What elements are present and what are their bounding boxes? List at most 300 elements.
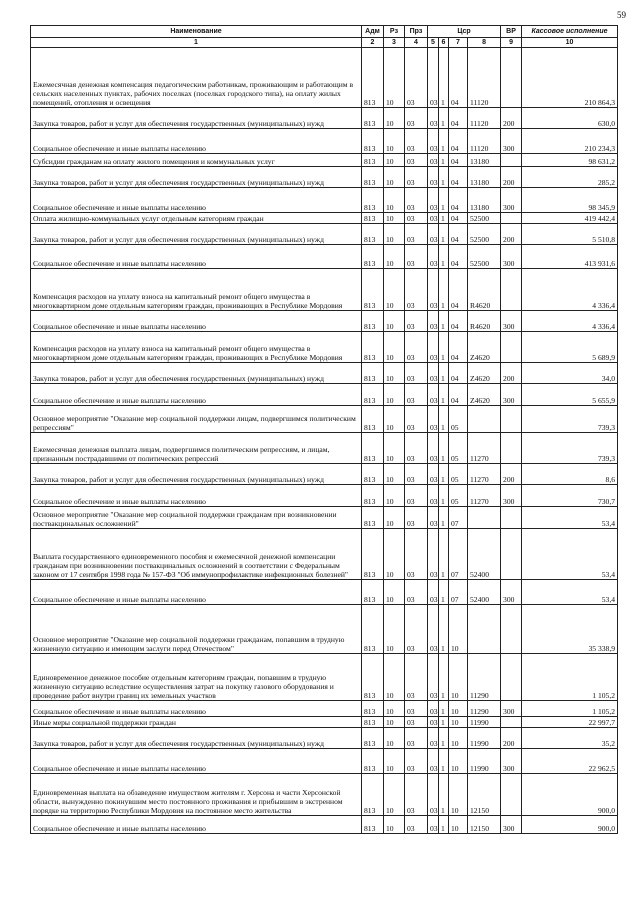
row-csr-direction: 11270 xyxy=(468,464,501,485)
row-prz: 03 xyxy=(405,605,428,654)
row-prz: 03 xyxy=(405,485,428,507)
row-csr-subprogram: 1 xyxy=(439,529,449,580)
row-prz: 03 xyxy=(405,384,428,406)
row-csr-event: 10 xyxy=(449,717,468,728)
row-name: Компенсация расходов на уплату взноса на капитальный ремонт общего имущества в многоквартирном доме отдельным категориям граждан, проживающих в Республике Мордовия xyxy=(31,269,362,311)
row-csr-subprogram: 1 xyxy=(439,580,449,605)
row-vr: 300 xyxy=(501,485,522,507)
row-csr-program: 03 xyxy=(428,224,439,245)
row-csr-direction: 13180 xyxy=(468,154,501,167)
row-csr-direction: 52400 xyxy=(468,580,501,605)
row-csr-program: 03 xyxy=(428,580,439,605)
row-rz: 10 xyxy=(384,464,405,485)
page-number: 59 xyxy=(617,10,626,20)
row-name: Единовременная выплата на обзаведение имуществом жителям г. Херсона и части Херсонской области, вынужденно покинувшим место постоянного проживания и прибывшим в экстренном порядке на территорию Республики Мордовия на постоянное место жительства xyxy=(31,774,362,816)
column-number: 7 xyxy=(449,38,468,48)
row-adm: 813 xyxy=(362,717,384,728)
row-name: Ежемесячная денежная компенсация педагогическим работникам, проживающим и работающим в сельских населенных пунктах, рабочих поселках (поселках городского типа), на оплату жилых помещений, отопления и освещения xyxy=(31,48,362,108)
row-amount: 4 336,4 xyxy=(522,311,618,332)
row-vr xyxy=(501,529,522,580)
row-prz: 03 xyxy=(405,48,428,108)
row-prz: 03 xyxy=(405,154,428,167)
row-csr-event: 04 xyxy=(449,311,468,332)
row-csr-event: 04 xyxy=(449,269,468,311)
row-adm: 813 xyxy=(362,433,384,464)
column-number: 3 xyxy=(384,38,405,48)
row-csr-subprogram: 1 xyxy=(439,108,449,129)
row-vr: 300 xyxy=(501,311,522,332)
column-number: 5 xyxy=(428,38,439,48)
row-csr-program: 03 xyxy=(428,485,439,507)
row-name: Социальное обеспечение и иные выплаты населению xyxy=(31,311,362,332)
header-name: Наименование xyxy=(31,26,362,38)
table-row xyxy=(31,749,618,774)
row-csr-subprogram: 1 xyxy=(439,154,449,167)
row-csr-event: 04 xyxy=(449,48,468,108)
table-row xyxy=(31,605,618,654)
row-prz: 03 xyxy=(405,816,428,834)
table-row xyxy=(31,129,618,154)
row-csr-event: 07 xyxy=(449,529,468,580)
row-vr xyxy=(501,605,522,654)
row-adm: 813 xyxy=(362,529,384,580)
row-rz: 10 xyxy=(384,701,405,717)
row-csr-event: 04 xyxy=(449,363,468,384)
row-adm: 813 xyxy=(362,406,384,433)
row-prz: 03 xyxy=(405,129,428,154)
row-amount: 630,0 xyxy=(522,108,618,129)
row-csr-subprogram: 1 xyxy=(439,701,449,717)
row-amount: 98 345,9 xyxy=(522,188,618,213)
row-adm: 813 xyxy=(362,311,384,332)
row-adm: 813 xyxy=(362,213,384,224)
row-vr: 300 xyxy=(501,245,522,269)
row-csr-event: 04 xyxy=(449,188,468,213)
row-csr-subprogram: 1 xyxy=(439,213,449,224)
row-vr: 300 xyxy=(501,129,522,154)
row-csr-subprogram: 1 xyxy=(439,269,449,311)
row-csr-direction xyxy=(468,406,501,433)
row-vr: 300 xyxy=(501,816,522,834)
row-name: Социальное обеспечение и иные выплаты населению xyxy=(31,485,362,507)
row-amount: 739,3 xyxy=(522,406,618,433)
row-csr-program: 03 xyxy=(428,701,439,717)
row-amount: 210 234,3 xyxy=(522,129,618,154)
row-rz: 10 xyxy=(384,363,405,384)
column-number: 10 xyxy=(522,38,618,48)
table-row xyxy=(31,167,618,188)
row-prz: 03 xyxy=(405,728,428,749)
row-adm: 813 xyxy=(362,224,384,245)
row-adm: 813 xyxy=(362,464,384,485)
budget-table xyxy=(30,25,618,834)
row-csr-direction: 11290 xyxy=(468,701,501,717)
row-prz: 03 xyxy=(405,363,428,384)
row-csr-program: 03 xyxy=(428,774,439,816)
row-csr-program: 03 xyxy=(428,363,439,384)
row-vr xyxy=(501,406,522,433)
row-csr-subprogram: 1 xyxy=(439,464,449,485)
row-name: Закупка товаров, работ и услуг для обеспечения государственных (муниципальных) нужд xyxy=(31,464,362,485)
row-csr-program: 03 xyxy=(428,332,439,363)
column-number: 4 xyxy=(405,38,428,48)
row-csr-program: 03 xyxy=(428,245,439,269)
table-row xyxy=(31,363,618,384)
table-row xyxy=(31,507,618,529)
row-amount: 35 338,9 xyxy=(522,605,618,654)
row-csr-event: 10 xyxy=(449,701,468,717)
row-adm: 813 xyxy=(362,774,384,816)
row-adm: 813 xyxy=(362,245,384,269)
row-csr-direction: 13180 xyxy=(468,167,501,188)
header-adm: Адм xyxy=(362,26,384,38)
table-row xyxy=(31,154,618,167)
row-csr-program: 03 xyxy=(428,728,439,749)
row-csr-direction: 12150 xyxy=(468,816,501,834)
row-csr-event: 07 xyxy=(449,507,468,529)
row-name: Основное мероприятие "Оказание мер социальной поддержки гражданам при возникновении поствакцинальных осложнений" xyxy=(31,507,362,529)
row-csr-event: 10 xyxy=(449,605,468,654)
table-row xyxy=(31,188,618,213)
row-vr: 200 xyxy=(501,167,522,188)
row-csr-program: 03 xyxy=(428,129,439,154)
row-csr-subprogram: 1 xyxy=(439,605,449,654)
row-csr-event: 04 xyxy=(449,224,468,245)
row-csr-program: 03 xyxy=(428,529,439,580)
row-csr-direction: 52500 xyxy=(468,224,501,245)
row-amount: 53,4 xyxy=(522,507,618,529)
row-amount: 53,4 xyxy=(522,529,618,580)
row-adm: 813 xyxy=(362,363,384,384)
row-adm: 813 xyxy=(362,728,384,749)
row-csr-direction: Z4620 xyxy=(468,363,501,384)
row-name: Социальное обеспечение и иные выплаты населению xyxy=(31,245,362,269)
row-csr-event: 04 xyxy=(449,129,468,154)
row-name: Иные меры социальной поддержки граждан xyxy=(31,717,362,728)
row-prz: 03 xyxy=(405,269,428,311)
row-rz: 10 xyxy=(384,188,405,213)
row-csr-subprogram: 1 xyxy=(439,507,449,529)
table-row xyxy=(31,213,618,224)
row-adm: 813 xyxy=(362,108,384,129)
row-vr xyxy=(501,433,522,464)
row-adm: 813 xyxy=(362,167,384,188)
row-name: Социальное обеспечение и иные выплаты населению xyxy=(31,701,362,717)
row-csr-event: 05 xyxy=(449,406,468,433)
table-row xyxy=(31,311,618,332)
row-csr-subprogram: 1 xyxy=(439,129,449,154)
row-prz: 03 xyxy=(405,167,428,188)
table-row xyxy=(31,224,618,245)
row-name: Оплата жилищно-коммунальных услуг отдельным категориям граждан xyxy=(31,213,362,224)
row-adm: 813 xyxy=(362,129,384,154)
row-adm: 813 xyxy=(362,269,384,311)
row-vr xyxy=(501,154,522,167)
header-rz: Рз xyxy=(384,26,405,38)
row-name: Выплата государственного единовременного пособия и ежемесячной денежной компенсации гражданам при возникновении поствакцинальных осложнений в соответствии с Федеральным законом от 17 сентября 1998 года № 157-ФЗ "Об иммунопрофилактике инфекционных болезней" xyxy=(31,529,362,580)
row-csr-program: 03 xyxy=(428,48,439,108)
row-csr-direction: R4620 xyxy=(468,311,501,332)
row-csr-program: 03 xyxy=(428,464,439,485)
table-row xyxy=(31,580,618,605)
row-csr-direction: 13180 xyxy=(468,188,501,213)
table-row xyxy=(31,406,618,433)
row-rz: 10 xyxy=(384,167,405,188)
row-csr-event: 04 xyxy=(449,108,468,129)
row-csr-event: 04 xyxy=(449,384,468,406)
row-name: Социальное обеспечение и иные выплаты населению xyxy=(31,580,362,605)
row-adm: 813 xyxy=(362,605,384,654)
row-vr: 200 xyxy=(501,728,522,749)
row-rz: 10 xyxy=(384,245,405,269)
row-adm: 813 xyxy=(362,507,384,529)
row-vr: 200 xyxy=(501,363,522,384)
row-rz: 10 xyxy=(384,269,405,311)
row-csr-program: 03 xyxy=(428,269,439,311)
row-csr-direction: 11270 xyxy=(468,485,501,507)
row-rz: 10 xyxy=(384,224,405,245)
table-row xyxy=(31,728,618,749)
row-csr-event: 04 xyxy=(449,245,468,269)
row-amount: 1 105,2 xyxy=(522,701,618,717)
row-amount: 34,0 xyxy=(522,363,618,384)
row-prz: 03 xyxy=(405,774,428,816)
row-rz: 10 xyxy=(384,816,405,834)
row-amount: 900,0 xyxy=(522,774,618,816)
table-row xyxy=(31,332,618,363)
row-vr xyxy=(501,654,522,701)
row-rz: 10 xyxy=(384,605,405,654)
row-csr-event: 04 xyxy=(449,213,468,224)
row-csr-event: 10 xyxy=(449,749,468,774)
row-amount: 8,6 xyxy=(522,464,618,485)
row-prz: 03 xyxy=(405,406,428,433)
row-name: Субсидии гражданам на оплату жилого помещения и коммунальных услуг xyxy=(31,154,362,167)
row-csr-direction: R4620 xyxy=(468,269,501,311)
column-number-row xyxy=(31,38,618,48)
row-vr xyxy=(501,269,522,311)
row-prz: 03 xyxy=(405,701,428,717)
row-csr-subprogram: 1 xyxy=(439,749,449,774)
row-adm: 813 xyxy=(362,701,384,717)
row-amount: 739,3 xyxy=(522,433,618,464)
row-csr-subprogram: 1 xyxy=(439,433,449,464)
row-name: Закупка товаров, работ и услуг для обеспечения государственных (муниципальных) нужд xyxy=(31,363,362,384)
row-amount: 210 864,3 xyxy=(522,48,618,108)
row-csr-direction: 11120 xyxy=(468,108,501,129)
row-amount: 900,0 xyxy=(522,816,618,834)
row-vr xyxy=(501,717,522,728)
column-number: 2 xyxy=(362,38,384,48)
row-csr-subprogram: 1 xyxy=(439,363,449,384)
row-csr-subprogram: 1 xyxy=(439,384,449,406)
row-csr-event: 07 xyxy=(449,580,468,605)
row-csr-direction: 11290 xyxy=(468,654,501,701)
row-csr-subprogram: 1 xyxy=(439,654,449,701)
row-rz: 10 xyxy=(384,129,405,154)
row-csr-event: 10 xyxy=(449,728,468,749)
row-csr-event: 10 xyxy=(449,774,468,816)
row-csr-program: 03 xyxy=(428,654,439,701)
column-number: 1 xyxy=(31,38,362,48)
row-csr-direction: 12150 xyxy=(468,774,501,816)
row-csr-direction: Z4620 xyxy=(468,384,501,406)
row-csr-direction: 11990 xyxy=(468,749,501,774)
row-vr xyxy=(501,774,522,816)
row-csr-program: 03 xyxy=(428,717,439,728)
row-name: Социальное обеспечение и иные выплаты населению xyxy=(31,188,362,213)
row-prz: 03 xyxy=(405,224,428,245)
row-csr-direction: 11120 xyxy=(468,129,501,154)
table-row xyxy=(31,48,618,108)
row-vr xyxy=(501,332,522,363)
row-vr: 300 xyxy=(501,701,522,717)
row-rz: 10 xyxy=(384,717,405,728)
row-csr-subprogram: 1 xyxy=(439,188,449,213)
row-amount: 1 105,2 xyxy=(522,654,618,701)
row-name: Основное мероприятие "Оказание мер социальной поддержки гражданам, попавшим в трудную жизненную ситуацию и имеющим заслуги перед Отечеством" xyxy=(31,605,362,654)
row-prz: 03 xyxy=(405,654,428,701)
row-rz: 10 xyxy=(384,108,405,129)
row-rz: 10 xyxy=(384,774,405,816)
row-adm: 813 xyxy=(362,654,384,701)
row-prz: 03 xyxy=(405,108,428,129)
table-row xyxy=(31,464,618,485)
column-number: 9 xyxy=(501,38,522,48)
row-csr-program: 03 xyxy=(428,816,439,834)
row-prz: 03 xyxy=(405,464,428,485)
row-csr-program: 03 xyxy=(428,433,439,464)
row-prz: 03 xyxy=(405,507,428,529)
header-csr: Цср xyxy=(428,26,501,38)
row-vr: 200 xyxy=(501,464,522,485)
row-amount: 53,4 xyxy=(522,580,618,605)
row-adm: 813 xyxy=(362,154,384,167)
row-rz: 10 xyxy=(384,154,405,167)
row-csr-direction: 11990 xyxy=(468,728,501,749)
row-amount: 285,2 xyxy=(522,167,618,188)
row-amount: 5 655,9 xyxy=(522,384,618,406)
row-rz: 10 xyxy=(384,332,405,363)
table-row xyxy=(31,485,618,507)
column-number: 8 xyxy=(468,38,501,48)
row-vr: 200 xyxy=(501,108,522,129)
row-csr-program: 03 xyxy=(428,167,439,188)
row-rz: 10 xyxy=(384,311,405,332)
row-rz: 10 xyxy=(384,580,405,605)
row-amount: 35,2 xyxy=(522,728,618,749)
row-csr-event: 04 xyxy=(449,154,468,167)
row-rz: 10 xyxy=(384,507,405,529)
row-csr-subprogram: 1 xyxy=(439,816,449,834)
row-prz: 03 xyxy=(405,188,428,213)
row-csr-program: 03 xyxy=(428,108,439,129)
table-row xyxy=(31,433,618,464)
row-vr xyxy=(501,213,522,224)
row-amount: 413 931,6 xyxy=(522,245,618,269)
row-csr-direction: 11270 xyxy=(468,433,501,464)
row-csr-subprogram: 1 xyxy=(439,774,449,816)
row-adm: 813 xyxy=(362,384,384,406)
row-csr-subprogram: 1 xyxy=(439,406,449,433)
row-name: Закупка товаров, работ и услуг для обеспечения государственных (муниципальных) нужд xyxy=(31,728,362,749)
row-prz: 03 xyxy=(405,529,428,580)
row-amount: 5 510,8 xyxy=(522,224,618,245)
table-row xyxy=(31,717,618,728)
row-vr: 200 xyxy=(501,224,522,245)
row-csr-program: 03 xyxy=(428,406,439,433)
row-prz: 03 xyxy=(405,332,428,363)
row-csr-event: 05 xyxy=(449,464,468,485)
row-adm: 813 xyxy=(362,749,384,774)
row-rz: 10 xyxy=(384,406,405,433)
row-adm: 813 xyxy=(362,188,384,213)
row-vr: 300 xyxy=(501,188,522,213)
row-csr-program: 03 xyxy=(428,154,439,167)
row-csr-program: 03 xyxy=(428,384,439,406)
row-csr-subprogram: 1 xyxy=(439,167,449,188)
row-csr-subprogram: 1 xyxy=(439,485,449,507)
row-prz: 03 xyxy=(405,580,428,605)
table-row xyxy=(31,384,618,406)
header-prz: Прз xyxy=(405,26,428,38)
row-adm: 813 xyxy=(362,48,384,108)
row-csr-event: 04 xyxy=(449,332,468,363)
row-name: Закупка товаров, работ и услуг для обеспечения государственных (муниципальных) нужд xyxy=(31,224,362,245)
row-prz: 03 xyxy=(405,749,428,774)
row-prz: 03 xyxy=(405,245,428,269)
header-amount: Кассовое исполнение xyxy=(522,26,618,38)
row-csr-direction: 52500 xyxy=(468,213,501,224)
row-csr-event: 10 xyxy=(449,654,468,701)
row-prz: 03 xyxy=(405,213,428,224)
row-amount: 419 442,4 xyxy=(522,213,618,224)
row-csr-direction xyxy=(468,507,501,529)
row-name: Социальное обеспечение и иные выплаты населению xyxy=(31,384,362,406)
table-header-row xyxy=(31,26,618,38)
row-csr-program: 03 xyxy=(428,605,439,654)
row-name: Компенсация расходов на уплату взноса на капитальный ремонт общего имущества в многоквартирном доме отдельным категориям граждан, проживающих в Республике Мордовия xyxy=(31,332,362,363)
row-adm: 813 xyxy=(362,332,384,363)
row-csr-event: 04 xyxy=(449,167,468,188)
table-row xyxy=(31,816,618,834)
row-csr-direction: 52500 xyxy=(468,245,501,269)
row-vr: 300 xyxy=(501,580,522,605)
table-row xyxy=(31,529,618,580)
row-name: Единовременное денежное пособие отдельным категориям граждан, попавшим в трудную жизненную ситуацию вследствие осуществления затрат на покупку газового оборудования и проведение работ внутри границ их земельных участков xyxy=(31,654,362,701)
row-rz: 10 xyxy=(384,728,405,749)
row-csr-direction: 11120 xyxy=(468,48,501,108)
row-rz: 10 xyxy=(384,654,405,701)
column-number: 6 xyxy=(439,38,449,48)
row-csr-subprogram: 1 xyxy=(439,728,449,749)
row-csr-direction: Z4620 xyxy=(468,332,501,363)
row-amount: 22 962,5 xyxy=(522,749,618,774)
table-row xyxy=(31,245,618,269)
row-amount: 5 689,9 xyxy=(522,332,618,363)
row-csr-event: 05 xyxy=(449,485,468,507)
table-row xyxy=(31,701,618,717)
row-csr-event: 10 xyxy=(449,816,468,834)
row-name: Закупка товаров, работ и услуг для обеспечения государственных (муниципальных) нужд xyxy=(31,167,362,188)
table-row xyxy=(31,774,618,816)
row-csr-subprogram: 1 xyxy=(439,48,449,108)
row-amount: 4 336,4 xyxy=(522,269,618,311)
row-name: Социальное обеспечение и иные выплаты населению xyxy=(31,129,362,154)
row-csr-direction: 52400 xyxy=(468,529,501,580)
row-adm: 813 xyxy=(362,816,384,834)
row-csr-subprogram: 1 xyxy=(439,245,449,269)
